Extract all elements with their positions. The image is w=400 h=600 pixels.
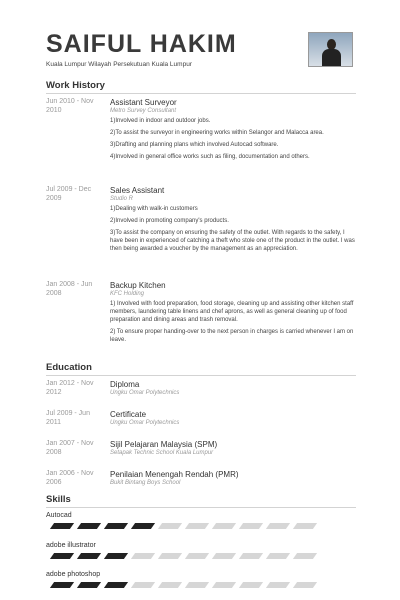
skill-segment-filled <box>77 553 101 559</box>
entry-role: Diploma <box>110 380 140 389</box>
skill-name: adobe photoshop <box>46 571 101 578</box>
skill-segment-empty <box>212 523 236 529</box>
entry-company: Studio R <box>110 196 134 202</box>
entry-role: Sijil Pelajaran Malaysia (SPM) <box>110 440 218 449</box>
skill-segment-filled <box>50 582 74 588</box>
description-line: 2)Involved in promoting company's products. <box>110 218 229 224</box>
skill-name: adobe illustrator <box>46 542 96 549</box>
section-divider <box>46 507 356 508</box>
skill-level-bar <box>46 582 356 588</box>
skill-segment-empty <box>158 582 182 588</box>
entry-dates: Jan 2012 - Nov 2012 <box>46 380 94 396</box>
skill-item <box>46 570 356 588</box>
description-line: 3)Drafting and planning plans which involved Autocad software. <box>110 142 279 148</box>
entry-role: Sales Assistant <box>110 186 165 195</box>
section-title-skills: Skills <box>46 494 71 505</box>
entry-description <box>110 205 355 253</box>
skill-segment-empty <box>239 523 263 529</box>
skill-item <box>46 511 356 529</box>
entry-dates: Jul 2009 - Dec 2009 <box>46 186 92 202</box>
skill-item <box>46 541 356 559</box>
entry-role: Penilaian Menengah Rendah (PMR) <box>110 470 239 479</box>
candidate-address: Kuala Lumpur Wilayah Persekutuan Kuala Lumpur <box>46 61 192 68</box>
skill-segment-filled <box>104 553 128 559</box>
entry-description <box>110 117 355 161</box>
skill-segment-empty <box>293 582 317 588</box>
skill-segment-filled <box>77 523 101 529</box>
description-line: 2)To assist the surveyor in engineering works within Selangor and Malacca area. <box>110 130 324 136</box>
skill-segment-empty <box>212 582 236 588</box>
entry-dates: Jan 2007 - Nov 2008 <box>46 440 94 456</box>
skill-segment-filled <box>50 553 74 559</box>
skill-segment-filled <box>77 582 101 588</box>
skill-segment-empty <box>293 553 317 559</box>
entry-role: Assistant Surveyor <box>110 98 177 107</box>
entry-role: Backup Kitchen <box>110 281 166 290</box>
entry-company: Metro Survey Consultant <box>110 108 177 114</box>
skill-segment-empty <box>239 582 263 588</box>
section-title-education: Education <box>46 362 92 373</box>
skill-segment-empty <box>239 553 263 559</box>
entry-dates: Jul 2009 - Jun 2011 <box>46 410 90 426</box>
skill-segment-empty <box>266 553 290 559</box>
entry-dates: Jun 2010 - Nov 2010 <box>46 98 94 114</box>
section-divider <box>46 93 356 94</box>
skill-level-bar <box>46 553 356 559</box>
skill-segment-empty <box>158 553 182 559</box>
candidate-name: SAIFUL HAKIM <box>46 30 237 58</box>
skill-segment-empty <box>158 523 182 529</box>
description-line: 3)To assist the company on ensuring the safety of the outlet. With regards to the safety, I have been in experienced of catching a theft who stole one of the product in the outlet. I was then being awarded a voucher by the management as an appreciation. <box>110 230 355 252</box>
skill-segment-empty <box>185 553 209 559</box>
entry-company: Ungku Omar Polytechnics <box>110 390 180 396</box>
skill-segment-filled <box>131 523 155 529</box>
description-line: 1)Involved in indoor and outdoor jobs. <box>110 118 211 124</box>
skill-level-bar <box>46 523 356 529</box>
description-line: 4)Involved in general office works such as filing, documentation and others. <box>110 154 310 160</box>
description-line: 2) To ensure proper handing-over to the next person in charges is carried whenever I am on leave. <box>110 329 354 343</box>
skill-segment-empty <box>212 553 236 559</box>
entry-dates: Jan 2008 - Jun 2008 <box>46 281 93 297</box>
entry-description <box>110 300 355 344</box>
skill-segment-empty <box>131 582 155 588</box>
description-line: 1) Involved with food preparation, food storage, cleaning up and assisting other kitchen staff members, laundering table linens and chef aprons, as well as general cleaning up of food preparation and dining areas and trash removal. <box>110 301 354 323</box>
skill-segment-filled <box>50 523 74 529</box>
skill-segment-filled <box>104 582 128 588</box>
entry-company: Setapak Technic School Kuala Lumpur <box>110 450 214 456</box>
profile-photo <box>308 32 353 67</box>
skill-segment-empty <box>131 553 155 559</box>
entry-company: Ungku Omar Polytechnics <box>110 420 180 426</box>
entry-company: KFC Holding <box>110 291 145 297</box>
skill-name: Autocad <box>46 512 72 519</box>
skill-segment-empty <box>293 523 317 529</box>
entry-company: Bukit Bintang Boys School <box>110 480 181 486</box>
skill-segment-empty <box>185 582 209 588</box>
entry-dates: Jan 2006 - Nov 2006 <box>46 470 94 486</box>
description-line: 1)Dealing with walk-in customers <box>110 206 198 212</box>
skill-segment-empty <box>266 523 290 529</box>
entry-role: Certificate <box>110 410 147 419</box>
skill-segment-filled <box>104 523 128 529</box>
skill-segment-empty <box>266 582 290 588</box>
section-divider <box>46 375 356 376</box>
skill-segment-empty <box>185 523 209 529</box>
section-title-work-history: Work History <box>46 80 105 91</box>
